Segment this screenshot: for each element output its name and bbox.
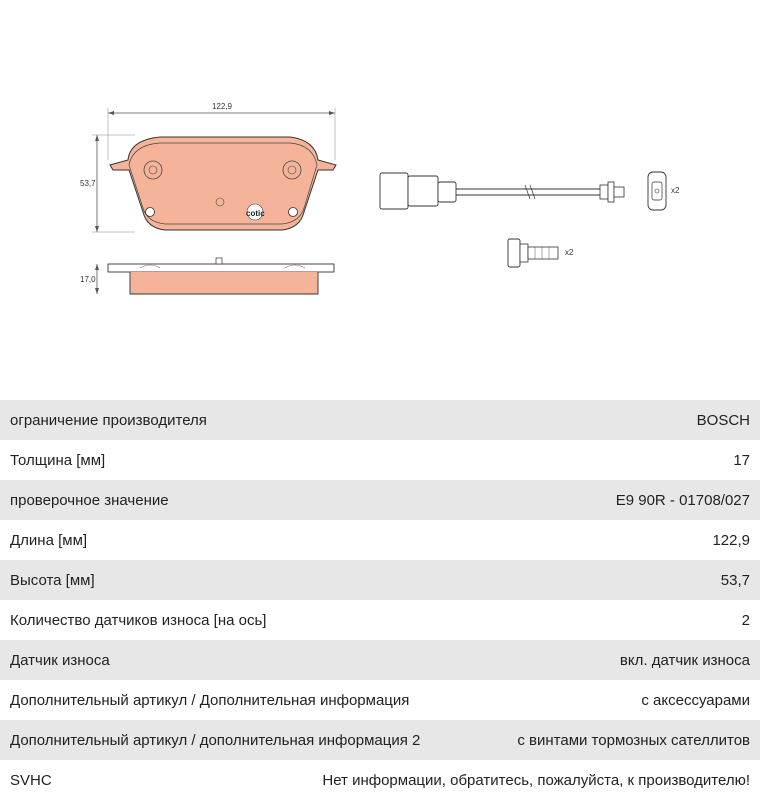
spec-label: проверочное значение: [10, 491, 169, 509]
dimension-height: [80, 135, 135, 232]
spec-label: Толщина [мм]: [10, 451, 106, 469]
spec-row: [0, 720, 760, 760]
spec-row: [0, 600, 760, 640]
spec-label: ограничение производителя: [10, 411, 207, 429]
spec-row: [0, 760, 760, 800]
pad-front-view: [110, 137, 336, 230]
dimension-thickness: [80, 264, 99, 294]
spec-row: [0, 440, 760, 480]
spec-value: вкл. датчик износа: [619, 651, 750, 669]
spec-row: [0, 640, 760, 680]
spec-label: Высота [мм]: [10, 571, 95, 589]
spec-row: [0, 680, 760, 720]
spec-value: с аксессуарами: [641, 691, 750, 709]
sensor-qty-label: x2: [671, 186, 680, 195]
bolt: [508, 239, 574, 267]
spec-label: Датчик износа: [10, 651, 110, 669]
spec-label: SVHC: [10, 771, 52, 789]
spec-value: 53,7: [720, 571, 750, 589]
spec-label: Длина [мм]: [10, 531, 88, 549]
spec-value: 17: [733, 451, 750, 469]
dim-thickness-label: 17,0: [80, 275, 96, 284]
spec-value: 122,9: [712, 531, 750, 549]
spec-value: E9 90R - 01708/027: [615, 491, 750, 509]
pad-side-view: [108, 258, 334, 294]
spec-value: с винтами тормозных сателлитов: [517, 731, 750, 749]
spec-value: BOSCH: [696, 411, 750, 429]
logo-text: cotic: [246, 209, 265, 218]
wear-sensor: [380, 172, 680, 210]
bolt-qty-label: x2: [565, 248, 574, 257]
spec-row: [0, 560, 760, 600]
dim-height-label: 53,7: [80, 179, 96, 188]
spec-label: Количество датчиков износа [на ось]: [10, 611, 267, 629]
spec-row: [0, 520, 760, 560]
spec-row: [0, 480, 760, 520]
spec-row: [0, 400, 760, 440]
dim-length-label: 122,9: [211, 102, 233, 111]
spec-value: 2: [741, 611, 750, 629]
spec-label: Дополнительный артикул / дополнительная информация 2: [10, 731, 421, 749]
spec-label: Дополнительный артикул / Дополнительная информация: [10, 691, 410, 709]
spec-value: Нет информации, обратитесь, пожалуйста, к производителю!: [322, 771, 750, 789]
specs-table: [0, 400, 760, 800]
